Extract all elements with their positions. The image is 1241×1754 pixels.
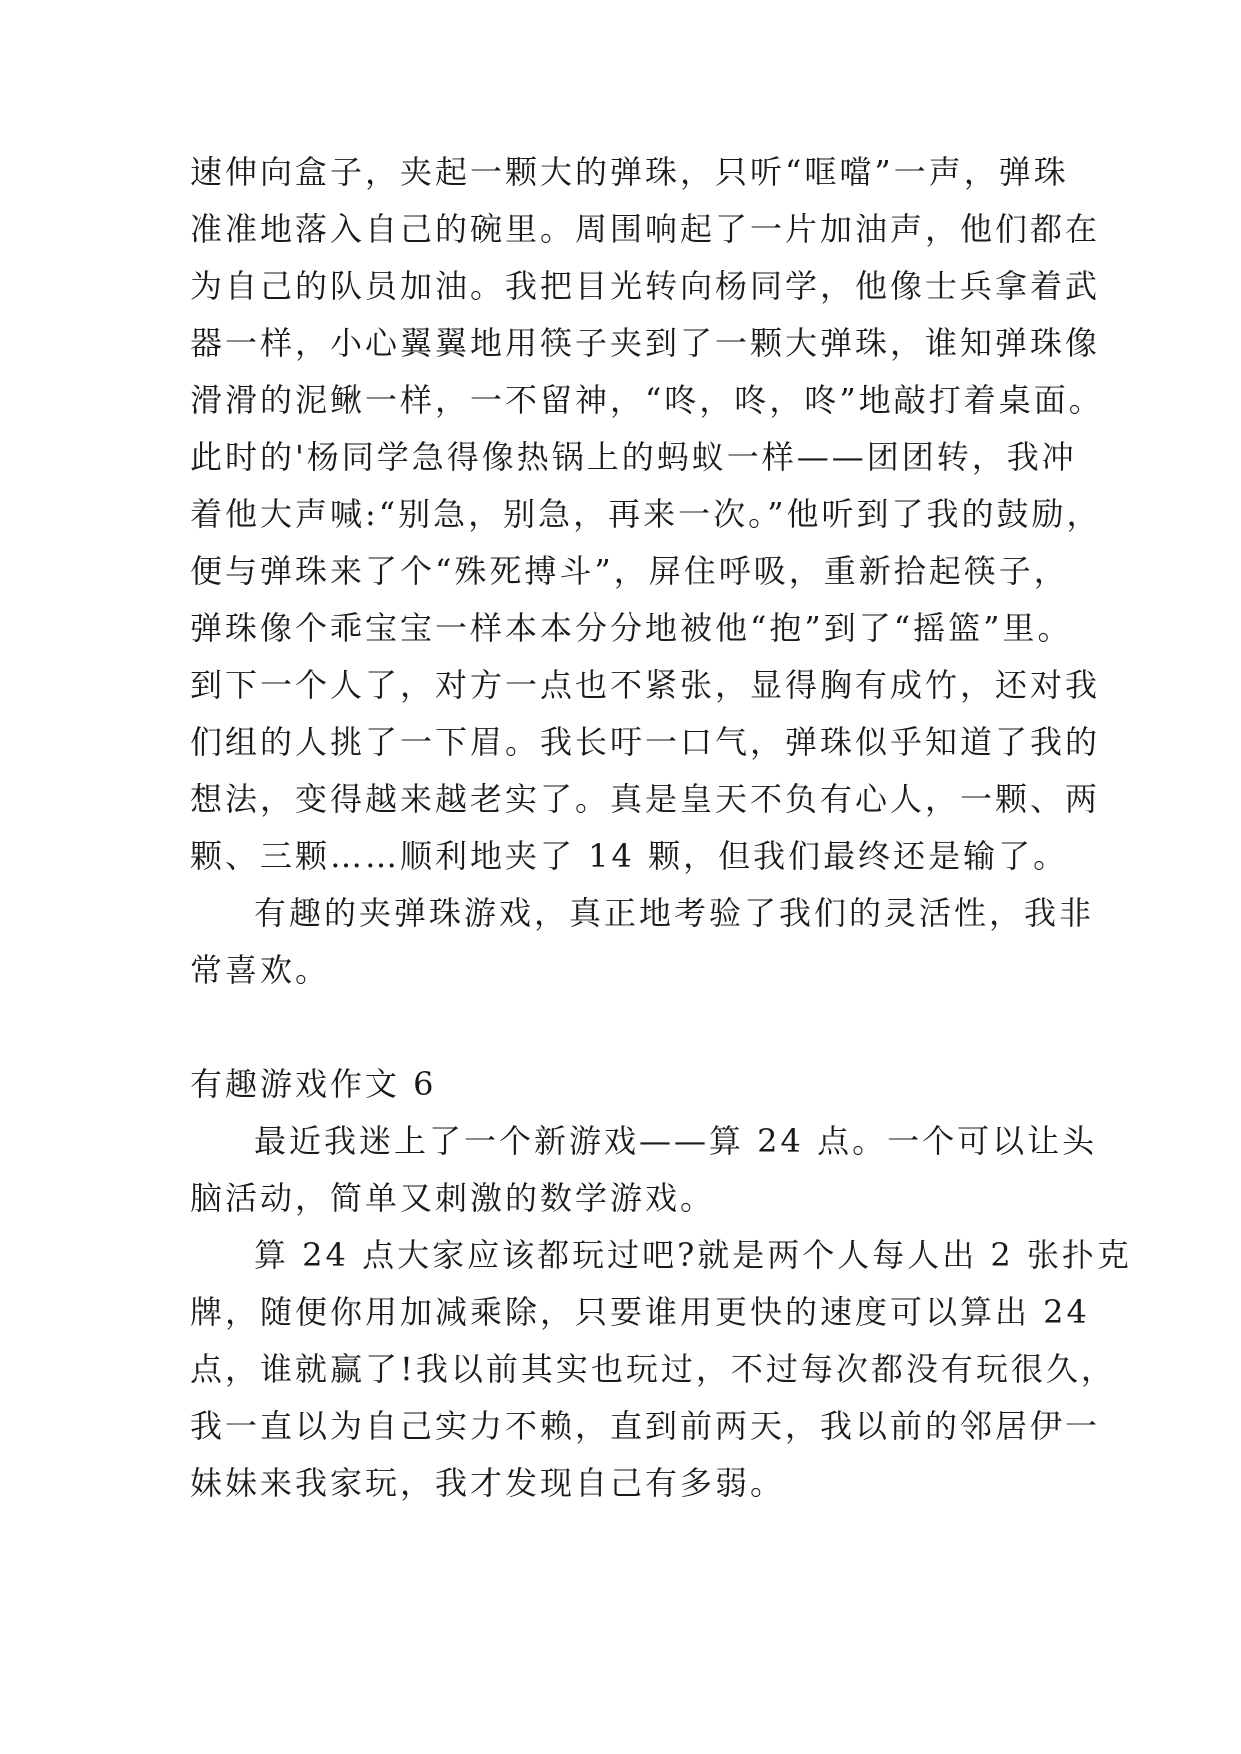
paragraph-line: 最近我迷上了一个新游戏——算 24 点。一个可以让头	[254, 1122, 1098, 1160]
paragraph-line: 们组的人挑了一下眉。我长吁一口气，弹珠似乎知道了我的	[190, 723, 1101, 761]
paragraph-line: 速伸向盒子，夹起一颗大的弹珠，只听“哐噹”一声，弹珠	[190, 153, 1069, 191]
paragraph-line: 我一直以为自己实力不赖，直到前两天，我以前的邻居伊一	[190, 1407, 1101, 1445]
paragraph-line: 弹珠像个乖宝宝一样本本分分地被他“抱”到了“摇篮”里。	[190, 609, 1073, 647]
paragraph-line: 颗、三颗……顺利地夹了 14 颗，但我们最终还是输了。	[190, 837, 1069, 875]
paragraph-line: 到下一个人了，对方一点也不紧张，显得胸有成竹，还对我	[190, 666, 1101, 704]
paragraph-line: 算 24 点大家应该都玩过吧?就是两个人每人出 2 张扑克	[254, 1236, 1132, 1274]
paragraph-line: 妹妹来我家玩，我才发现自己有多弱。	[190, 1464, 786, 1502]
paragraph-line: 点，谁就赢了!我以前其实也玩过，不过每次都没有玩很久，	[190, 1350, 1116, 1388]
paragraph-line: 想法，变得越来越老实了。真是皇天不负有心人，一颗、两	[190, 780, 1101, 818]
paragraph-line: 脑活动，简单又刺激的数学游戏。	[190, 1179, 716, 1217]
paragraph-line: 便与弹珠来了个“殊死搏斗”，屏住呼吸，重新拾起筷子，	[190, 552, 1069, 590]
paragraph-line: 常喜欢。	[190, 951, 331, 989]
paragraph-line: 准准地落入自己的碗里。周围响起了一片加油声，他们都在	[190, 210, 1101, 248]
paragraph-line: 牌，随便你用加减乘除，只要谁用更快的速度可以算出 24	[190, 1293, 1090, 1331]
paragraph-line: 器一样，小心翼翼地用筷子夹到了一颗大弹珠，谁知弹珠像	[190, 324, 1101, 362]
paragraph-line: 滑滑的泥鳅一样，一不留神，“咚，咚，咚”地敲打着桌面。	[190, 381, 1104, 419]
paragraph-line: 此时的'杨同学急得像热锅上的蚂蚁一样——团团转，我冲	[190, 438, 1077, 476]
paragraph-line: 有趣的夹弹珠游戏，真正地考验了我们的灵活性，我非	[254, 894, 1095, 932]
paragraph-line: 为自己的队员加油。我把目光转向杨同学，他像士兵拿着武	[190, 267, 1101, 305]
section-heading: 有趣游戏作文 6	[190, 1065, 437, 1103]
paragraph-line: 着他大声喊:“别急，别急，再来一次。”他听到了我的鼓励，	[190, 495, 1102, 533]
